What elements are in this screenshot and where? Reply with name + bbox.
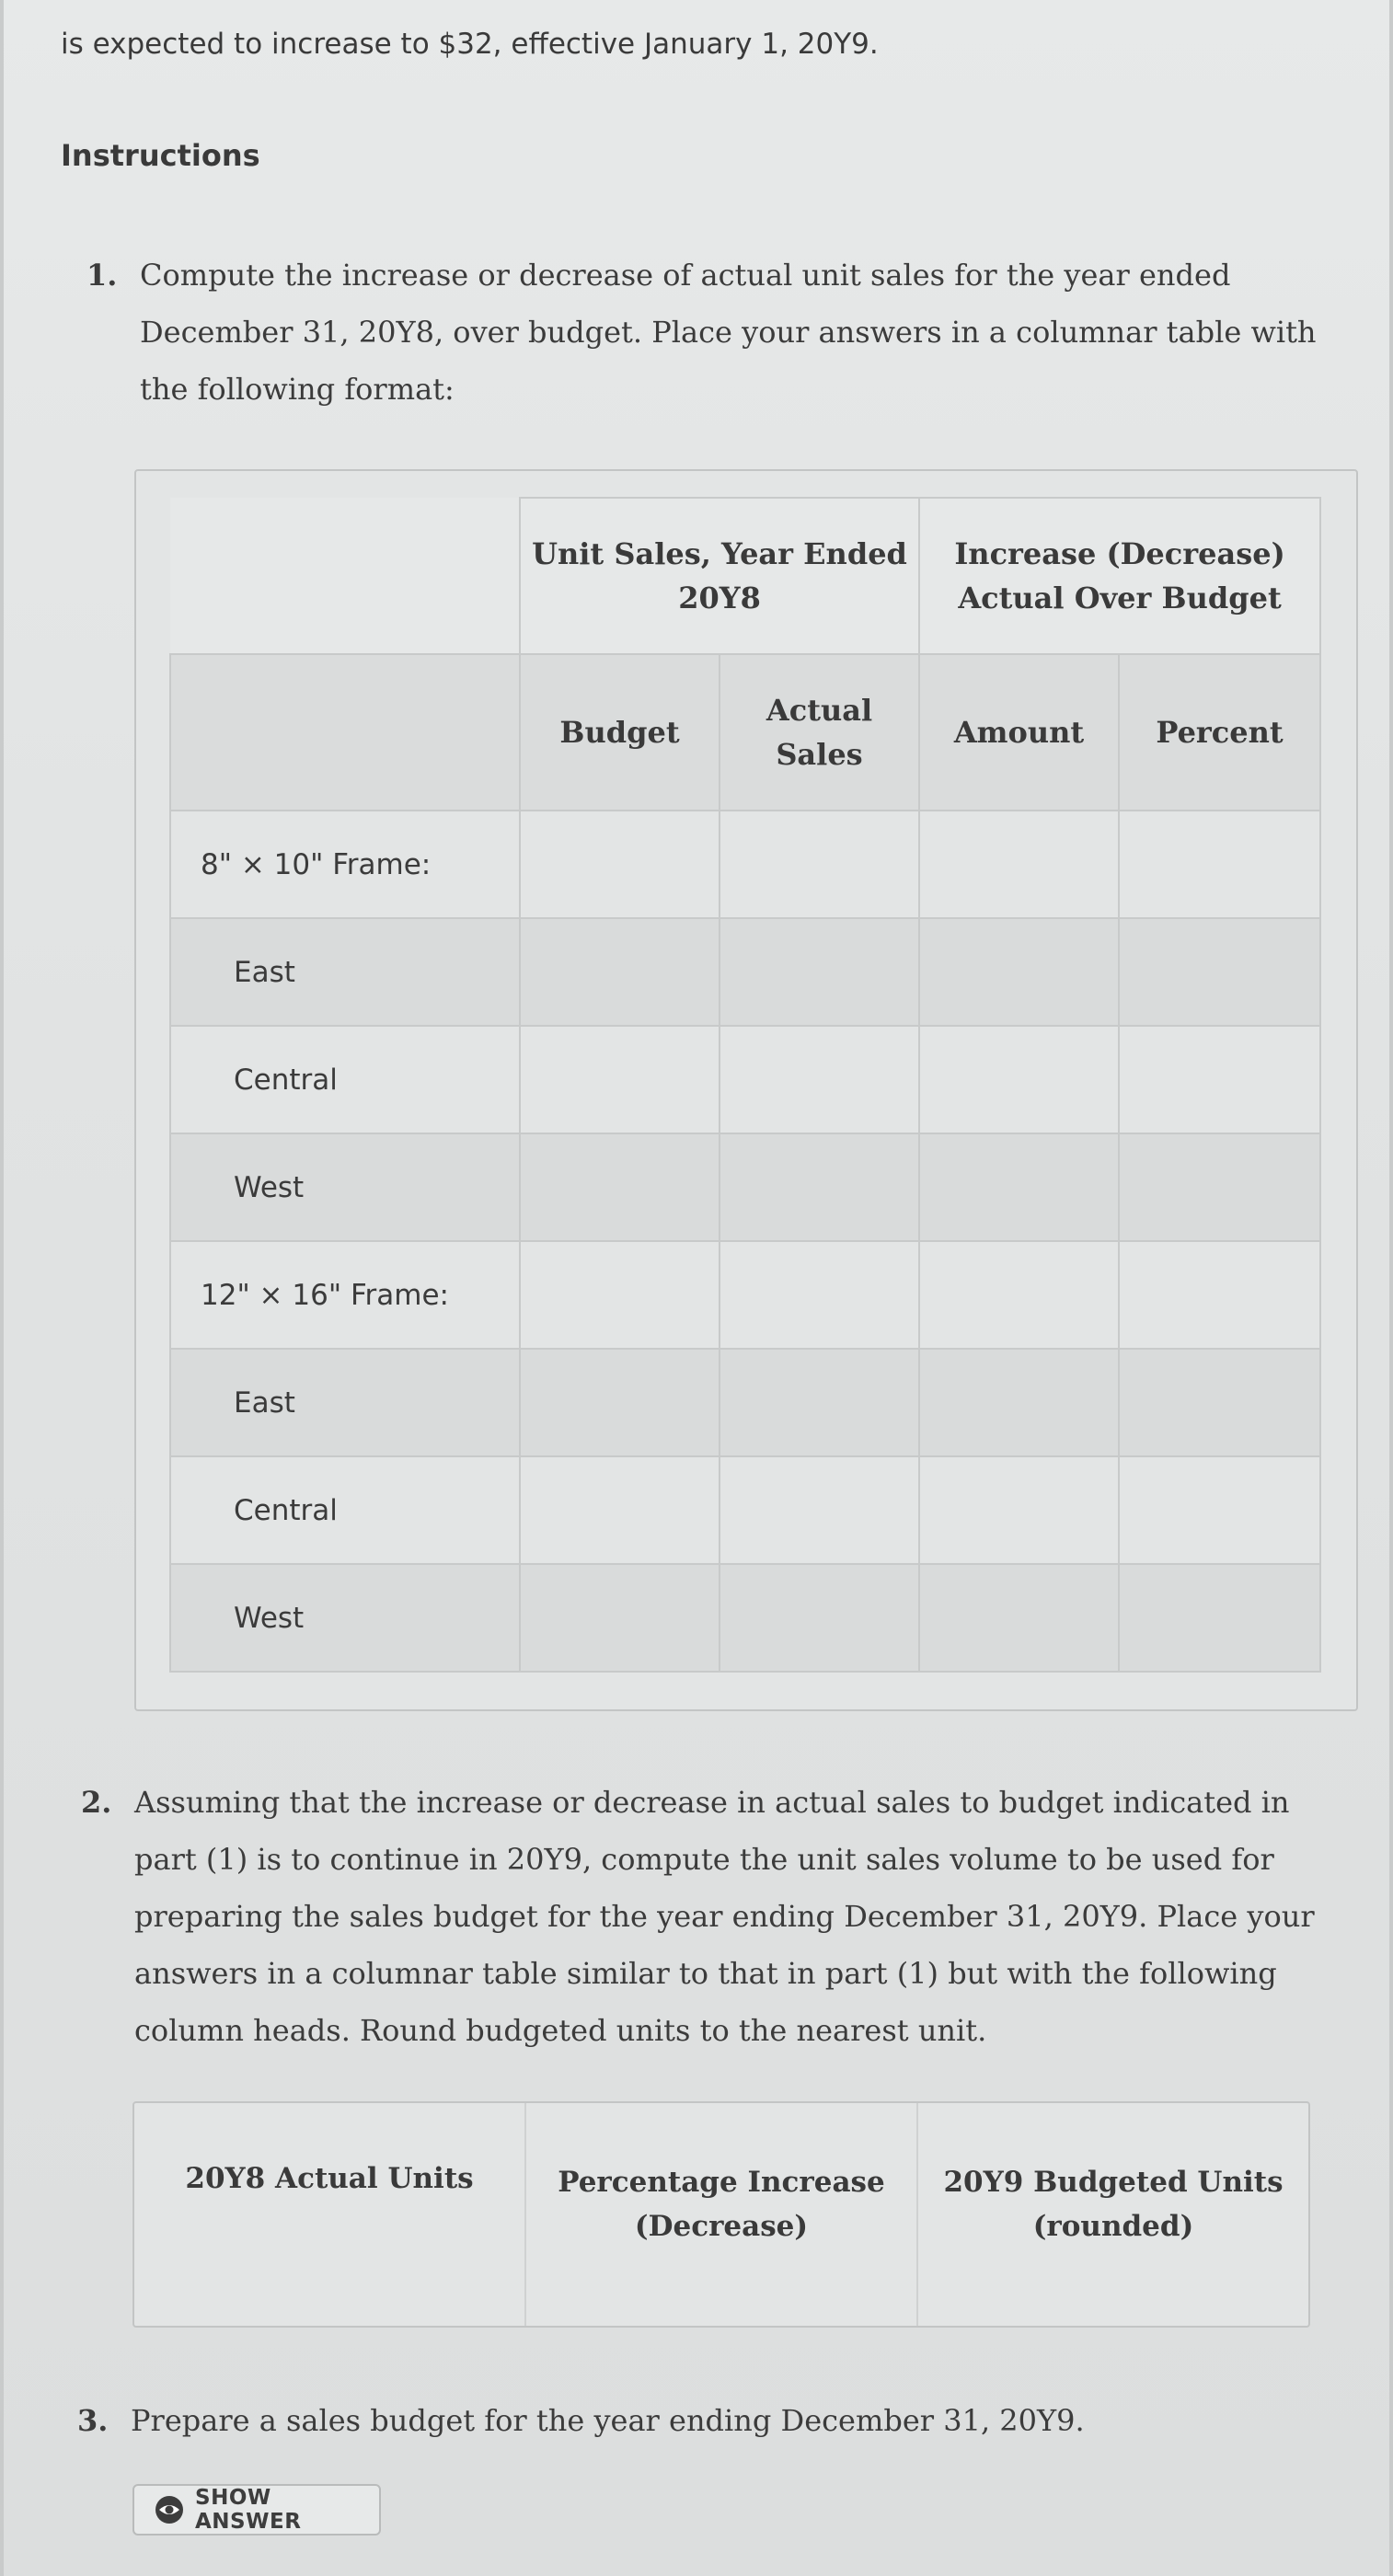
table-row	[170, 1564, 1320, 1672]
step-1	[86, 247, 1347, 418]
budget-cell	[520, 1349, 720, 1456]
table-row	[170, 1349, 1320, 1456]
row-label: Central	[170, 1026, 520, 1133]
step-text: Prepare a sales budget for the year ending December 31, 20Y9.	[131, 2403, 1085, 2438]
column-header-row	[170, 654, 1320, 811]
row-label: East	[170, 1349, 520, 1456]
table-row	[170, 1026, 1320, 1133]
actual-sales-cell	[720, 811, 919, 918]
step-number: 3.	[77, 2403, 109, 2438]
group-header-row	[170, 498, 1320, 654]
amount-cell	[919, 811, 1119, 918]
row-label: East	[170, 918, 520, 1026]
actual-sales-cell	[720, 918, 919, 1026]
percent-cell	[1119, 1564, 1320, 1672]
budget-cell	[520, 1456, 720, 1564]
budget-cell	[520, 918, 720, 1026]
row-label: 8" × 10" Frame:	[170, 811, 520, 918]
percent-cell	[1119, 1241, 1320, 1349]
blank-column-header	[170, 654, 520, 811]
table-row	[170, 1241, 1320, 1349]
increase-decrease-group-header: Increase (Decrease) Actual Over Budget	[919, 498, 1320, 654]
step-number: 2.	[81, 1785, 112, 1820]
step-3	[77, 2392, 1338, 2449]
budget-cell	[520, 1026, 720, 1133]
actual-units-column-header: 20Y8 Actual Units	[134, 2103, 526, 2326]
eye-icon	[155, 2495, 184, 2524]
column-heads	[134, 2103, 1308, 2326]
amount-column-header: Amount	[919, 654, 1119, 811]
amount-cell	[919, 1241, 1119, 1349]
actual-sales-cell	[720, 1456, 919, 1564]
actual-sales-cell	[720, 1349, 919, 1456]
budget-cell	[520, 1564, 720, 1672]
budget-cell	[520, 1241, 720, 1349]
budget-cell	[520, 811, 720, 918]
actual-sales-cell	[720, 1133, 919, 1241]
row-label: West	[170, 1133, 520, 1241]
actual-sales-cell	[720, 1026, 919, 1133]
amount-cell	[919, 918, 1119, 1026]
percent-column-header: Percent	[1119, 654, 1320, 811]
percent-cell	[1119, 811, 1320, 918]
percent-cell	[1119, 1026, 1320, 1133]
instructions-heading: Instructions	[61, 138, 260, 173]
amount-cell	[919, 1349, 1119, 1456]
step-2	[81, 1774, 1341, 2059]
row-label: West	[170, 1564, 520, 1672]
budget-cell	[520, 1133, 720, 1241]
amount-cell	[919, 1456, 1119, 1564]
unit-sales-table	[169, 497, 1321, 1673]
blank-header-cell	[170, 498, 520, 654]
step-text: Assuming that the increase or decrease in actual sales to budget indicated in part (1) is to continue in 20Y9, compute the unit sales volume to be used for preparing the sales budget for the year ending December 31, 20Y9. Place your answers in a columnar table similar to that in part (1) but with the following column heads. Round budgeted units to the nearest unit.	[134, 1785, 1315, 2048]
unit-sales-group-header: Unit Sales, Year Ended 20Y8	[520, 498, 919, 654]
show-answer-button[interactable]	[132, 2484, 381, 2536]
amount-cell	[919, 1564, 1119, 1672]
table-row	[170, 1456, 1320, 1564]
amount-cell	[919, 1026, 1119, 1133]
show-answer-label: SHOW ANSWER	[195, 2486, 302, 2534]
table-row	[170, 1133, 1320, 1241]
percent-cell	[1119, 918, 1320, 1026]
actual-sales-column-header: Actual Sales	[720, 654, 919, 811]
percent-cell	[1119, 1456, 1320, 1564]
row-label: Central	[170, 1456, 520, 1564]
step-number: 1.	[86, 258, 118, 293]
percentage-increase-column-header: Percentage Increase (Decrease)	[526, 2103, 918, 2326]
intro-text: is expected to increase to $32, effective January 1, 20Y9.	[61, 28, 879, 61]
percent-cell	[1119, 1133, 1320, 1241]
table-row	[170, 918, 1320, 1026]
step-text: Compute the increase or decrease of actual unit sales for the year ended December 31, 20Y8, over budget. Place your answers in a columnar table with the following format:	[140, 258, 1317, 407]
percent-cell	[1119, 1349, 1320, 1456]
amount-cell	[919, 1133, 1119, 1241]
budgeted-units-column-header: 20Y9 Budgeted Units (rounded)	[943, 2166, 1284, 2243]
budget-column-header: Budget	[520, 654, 720, 811]
unit-sales-table-card	[134, 469, 1358, 1711]
table-row	[170, 811, 1320, 918]
row-label: 12" × 16" Frame:	[170, 1241, 520, 1349]
actual-sales-cell	[720, 1241, 919, 1349]
column-heads-card	[132, 2101, 1310, 2328]
actual-sales-cell	[720, 1564, 919, 1672]
